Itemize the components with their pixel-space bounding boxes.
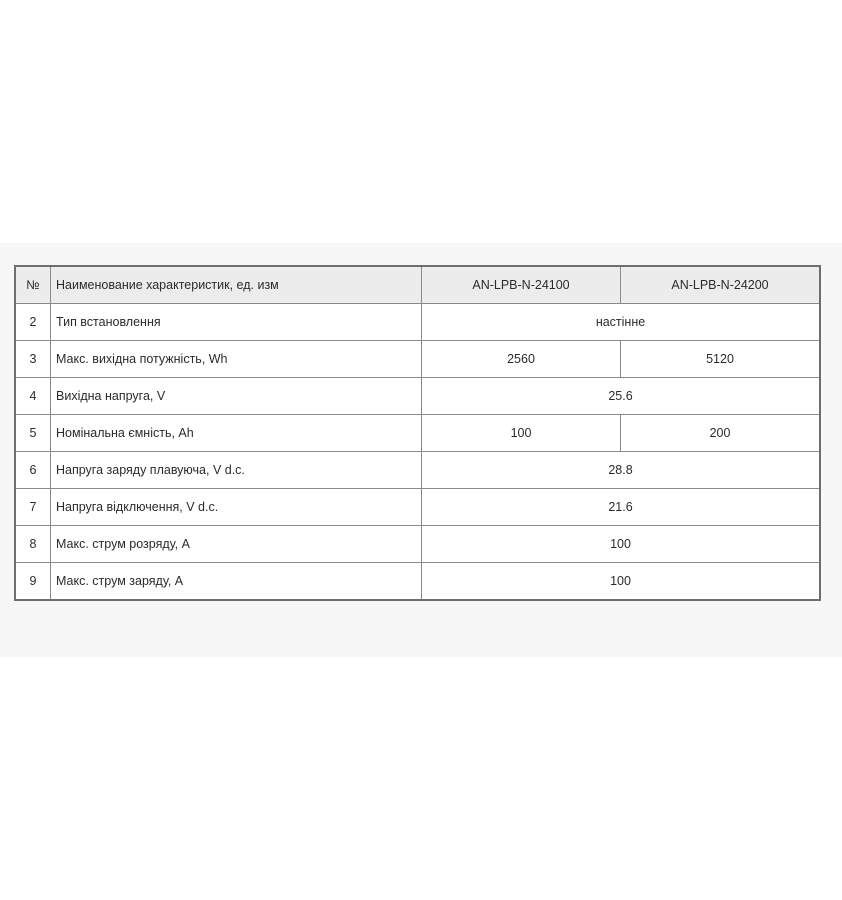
table-row <box>15 526 820 563</box>
row-num: 9 <box>15 563 51 601</box>
row-value: 21.6 <box>422 489 821 526</box>
row-num: 2 <box>15 304 51 341</box>
row-name: Макс. струм заряду, A <box>51 563 422 601</box>
row-name: Вихідна напруга, V <box>51 378 422 415</box>
row-num: 4 <box>15 378 51 415</box>
row-value-a: 2560 <box>422 341 621 378</box>
row-value-a: 100 <box>422 415 621 452</box>
row-value: 100 <box>422 526 821 563</box>
row-num: 6 <box>15 452 51 489</box>
table-row <box>15 341 820 378</box>
table-row <box>15 378 820 415</box>
header-num: № <box>15 266 51 304</box>
row-num: 3 <box>15 341 51 378</box>
table-row <box>15 452 820 489</box>
header-model-a: AN-LPB-N-24100 <box>422 266 621 304</box>
table-row <box>15 415 820 452</box>
row-value: 25.6 <box>422 378 821 415</box>
table-row <box>15 304 820 341</box>
table-header-row <box>15 266 820 304</box>
row-name: Тип встановлення <box>51 304 422 341</box>
row-value: 28.8 <box>422 452 821 489</box>
row-value-b: 200 <box>621 415 821 452</box>
row-value: настінне <box>422 304 821 341</box>
header-name: Наименование характеристик, ед. изм <box>51 266 422 304</box>
row-value: 100 <box>422 563 821 601</box>
row-name: Макс. струм розряду, A <box>51 526 422 563</box>
row-num: 8 <box>15 526 51 563</box>
row-name: Макс. вихідна потужність, Wh <box>51 341 422 378</box>
row-name: Напруга заряду плавуюча, V d.c. <box>51 452 422 489</box>
row-num: 5 <box>15 415 51 452</box>
table-row <box>15 563 820 601</box>
header-model-b: AN-LPB-N-24200 <box>621 266 821 304</box>
row-name: Напруга відключення, V d.c. <box>51 489 422 526</box>
table-row <box>15 489 820 526</box>
spec-table <box>14 265 821 601</box>
row-num: 7 <box>15 489 51 526</box>
row-name: Номінальна ємність, Ah <box>51 415 422 452</box>
row-value-b: 5120 <box>621 341 821 378</box>
